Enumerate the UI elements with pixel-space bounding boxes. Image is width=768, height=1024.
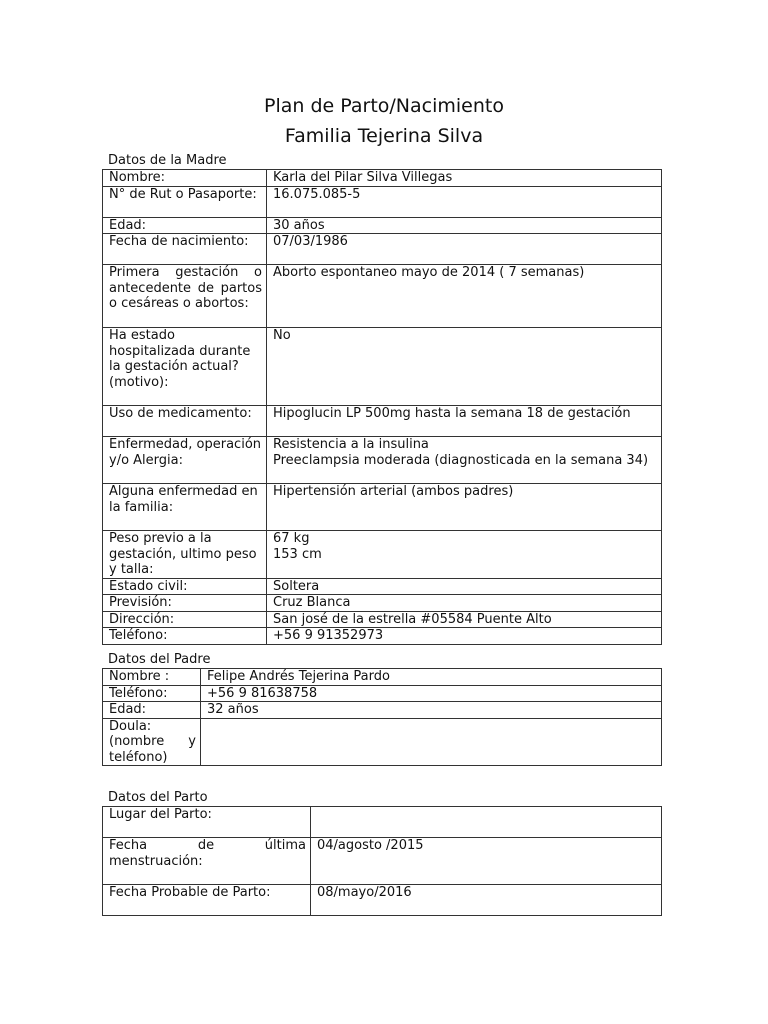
row-value: 04/agosto /2015 bbox=[311, 838, 662, 885]
row-value: 30 años bbox=[267, 217, 662, 234]
row-value: +56 9 91352973 bbox=[267, 628, 662, 645]
table-row bbox=[103, 265, 662, 328]
row-label: N° de Rut o Pasaporte: bbox=[103, 186, 267, 217]
document-subtitle: Familia Tejerina Silva bbox=[284, 125, 484, 147]
row-label: Fecha de última menstruación: bbox=[103, 838, 311, 885]
madre-table bbox=[102, 169, 662, 645]
table-row bbox=[103, 484, 662, 531]
row-label: Estado civil: bbox=[103, 578, 267, 595]
row-value: Felipe Andrés Tejerina Pardo bbox=[201, 669, 662, 686]
row-value bbox=[201, 718, 662, 766]
row-value: 07/03/1986 bbox=[267, 234, 662, 265]
row-value bbox=[311, 807, 662, 838]
row-value: 67 kg 153 cm bbox=[267, 531, 662, 579]
padre-caption: Datos del Padre bbox=[108, 652, 211, 667]
table-row bbox=[103, 718, 662, 766]
row-label: Doula: (nombre y teléfono) bbox=[103, 718, 201, 766]
table-row bbox=[103, 669, 662, 686]
document-title: Plan de Parto/Nacimiento bbox=[264, 95, 504, 117]
row-value: Resistencia a la insulina Preeclampsia moderada (diagnosticada en la semana 34) bbox=[267, 437, 662, 484]
row-label: Ha estado hospitalizada durante la gestación actual? (motivo): bbox=[103, 328, 267, 406]
table-row bbox=[103, 578, 662, 595]
row-value: Aborto espontaneo mayo de 2014 ( 7 semanas) bbox=[267, 265, 662, 328]
row-label: Previsión: bbox=[103, 595, 267, 612]
row-label: Uso de medicamento: bbox=[103, 406, 267, 437]
table-row bbox=[103, 838, 662, 885]
table-row bbox=[103, 807, 662, 838]
table-row bbox=[103, 437, 662, 484]
row-label: Edad: bbox=[103, 217, 267, 234]
row-label: Enfermedad, operación y/o Alergia: bbox=[103, 437, 267, 484]
table-row bbox=[103, 595, 662, 612]
table-row bbox=[103, 406, 662, 437]
table-row bbox=[103, 217, 662, 234]
row-value: No bbox=[267, 328, 662, 406]
row-label: Nombre : bbox=[103, 669, 201, 686]
row-value: Hipoglucin LP 500mg hasta la semana 18 de gestación bbox=[267, 406, 662, 437]
row-label: Fecha Probable de Parto: bbox=[103, 885, 311, 916]
parto-caption: Datos del Parto bbox=[108, 790, 208, 805]
row-value: San josé de la estrella #05584 Puente Alto bbox=[267, 611, 662, 628]
row-value: Karla del Pilar Silva Villegas bbox=[267, 170, 662, 187]
row-value: 32 años bbox=[201, 702, 662, 719]
table-row bbox=[103, 186, 662, 217]
row-value: Soltera bbox=[267, 578, 662, 595]
table-row bbox=[103, 170, 662, 187]
row-label: Edad: bbox=[103, 702, 201, 719]
table-row bbox=[103, 234, 662, 265]
row-value: Hipertensión arterial (ambos padres) bbox=[267, 484, 662, 531]
row-label: Teléfono: bbox=[103, 685, 201, 702]
padre-table bbox=[102, 668, 662, 766]
table-row bbox=[103, 611, 662, 628]
table-row bbox=[103, 531, 662, 579]
row-label: Lugar del Parto: bbox=[103, 807, 311, 838]
row-value: 16.075.085-5 bbox=[267, 186, 662, 217]
row-value: +56 9 81638758 bbox=[201, 685, 662, 702]
table-row bbox=[103, 885, 662, 916]
row-label: Peso previo a la gestación, ultimo peso y talla: bbox=[103, 531, 267, 579]
table-row bbox=[103, 702, 662, 719]
row-label: Fecha de nacimiento: bbox=[103, 234, 267, 265]
row-label: Teléfono: bbox=[103, 628, 267, 645]
row-value: Cruz Blanca bbox=[267, 595, 662, 612]
table-row bbox=[103, 628, 662, 645]
madre-caption: Datos de la Madre bbox=[108, 153, 227, 168]
row-label: Nombre: bbox=[103, 170, 267, 187]
row-label: Primera gestación o antecedente de partos o cesáreas o abortos: bbox=[103, 265, 267, 328]
row-label: Dirección: bbox=[103, 611, 267, 628]
row-label: Alguna enfermedad en la familia: bbox=[103, 484, 267, 531]
row-value: 08/mayo/2016 bbox=[311, 885, 662, 916]
table-row bbox=[103, 328, 662, 406]
table-row bbox=[103, 685, 662, 702]
parto-table bbox=[102, 806, 662, 916]
